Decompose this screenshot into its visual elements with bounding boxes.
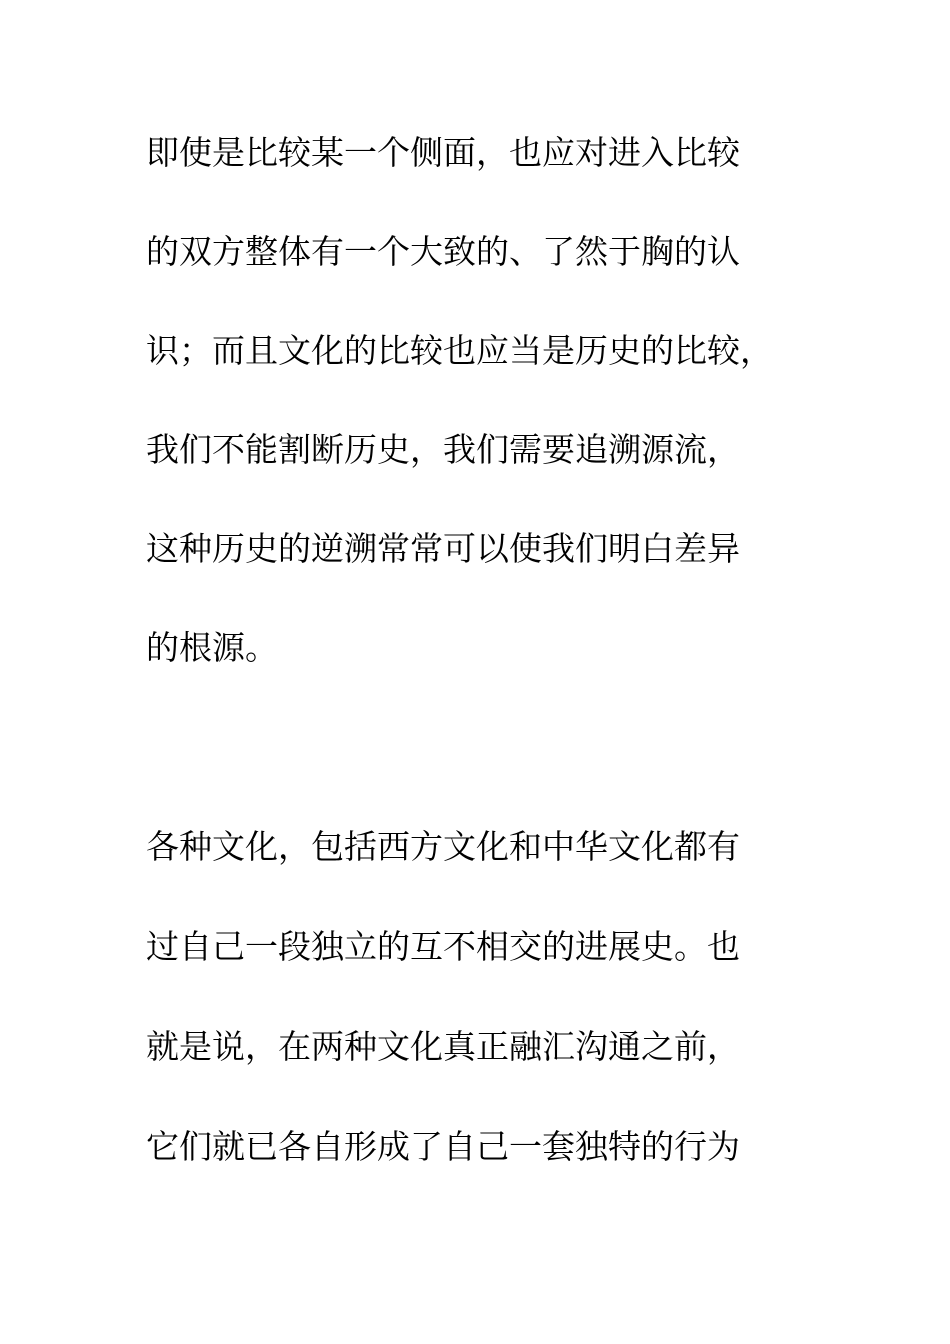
- paragraph-line: 识；而且文化的比较也应当是历史的比较，: [146, 331, 773, 370]
- paragraph-line: 的双方整体有一个大致的、了然于胸的认: [146, 232, 740, 271]
- paragraph-line: 这种历史的逆溯常常可以使我们明白差异: [146, 529, 740, 568]
- paragraph-line: 我们不能割断历史，我们需要追溯源流，: [146, 430, 740, 469]
- paragraph-line: 各种文化，包括西方文化和中华文化都有: [146, 827, 740, 866]
- paragraph-line: 过自己一段独立的互不相交的进展史。也: [146, 927, 740, 966]
- paragraph-line: 就是说，在两种文化真正融汇沟通之前，: [146, 1027, 740, 1066]
- paragraph-line: 即使是比较某一个侧面，也应对进入比较: [146, 133, 740, 172]
- paragraph-line: 它们就已各自形成了自己一套独特的行为: [146, 1127, 740, 1166]
- paragraph-line: 的根源。: [146, 628, 278, 667]
